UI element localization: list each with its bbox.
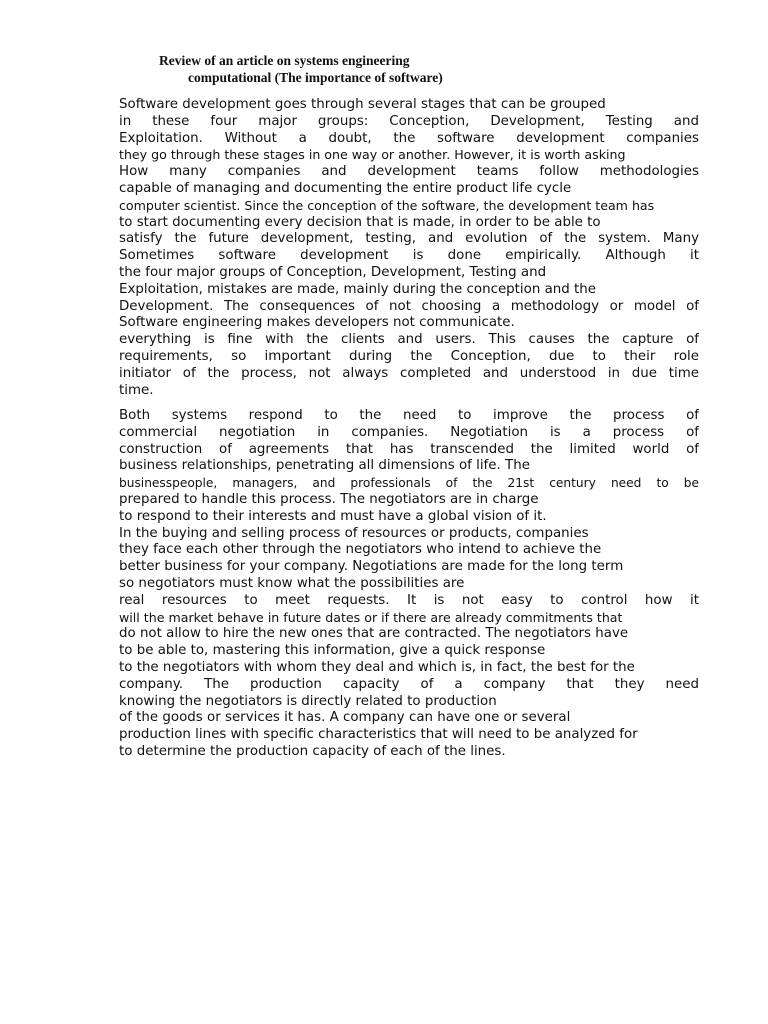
text-line: In the buying and selling process of resources or products, companies: [119, 525, 589, 541]
text-line: to determine the production capacity of each of the lines.: [119, 743, 506, 759]
text-line: Exploitation. Without a doubt, the software development companies: [119, 130, 699, 146]
text-line: capable of managing and documenting the entire product life cycle: [119, 180, 572, 196]
text-line: How many companies and development teams follow methodologies: [119, 164, 699, 180]
text-line: Software development goes through several stages that can be grouped: [119, 97, 606, 112]
text-line: business relationships, penetrating all dimensions of life. The: [119, 458, 530, 474]
text-line: satisfy the future development, testing, and evolution of the system. Many: [119, 231, 699, 247]
text-line: they face each other through the negotiators who intend to achieve the: [119, 542, 602, 558]
text-line: to be able to, mastering this information, give a quick response: [119, 643, 546, 659]
text-line: so negotiators must know what the possibilities are: [119, 575, 465, 591]
text-line: Exploitation, mistakes are made, mainly during the conception and the: [119, 281, 597, 297]
text-line: in these four major groups: Conception, Development, Testing and: [119, 113, 699, 129]
text-line: better business for your company. Negotiations are made for the long term: [119, 559, 624, 575]
text-line: company. The production capacity of a company that they need: [119, 676, 699, 692]
text-line: businesspeople, managers, and professionals of the 21st century need to be: [119, 476, 699, 491]
text-line: prepared to handle this process. The negotiators are in charge: [119, 491, 539, 507]
text-line: of the goods or services it has. A company can have one or several: [119, 710, 571, 726]
text-line: knowing the negotiators is directly related to production: [119, 693, 497, 709]
text-line: requirements, so important during the Conception, due to their role: [119, 348, 699, 364]
text-line: computer scientist. Since the conception of the software, the development team has: [119, 197, 655, 213]
text-line: the four major groups of Conception, Development, Testing and: [119, 264, 547, 280]
text-line: Sometimes software development is done empirically. Although it: [119, 248, 699, 264]
text-line: to the negotiators with whom they deal and which is, in fact, the best for the: [119, 659, 635, 675]
text-line: construction of agreements that has transcended the limited world of: [119, 441, 699, 457]
text-line: initiator of the process, not always completed and understood in due time: [119, 365, 699, 381]
text-line: to respond to their interests and must have a global vision of it.: [119, 508, 547, 524]
text-line: production lines with specific characteristics that will need to be analyzed for: [119, 727, 638, 743]
title-line-2: computational (The importance of software): [188, 70, 443, 85]
text-line: everything is fine with the clients and users. This causes the capture of: [119, 332, 699, 348]
text-line: time.: [119, 382, 154, 398]
text-line: commercial negotiation in companies. Negotiation is a process of: [119, 424, 699, 440]
text-line: real resources to meet requests. It is not easy to control how it: [119, 592, 699, 608]
text-line: to start documenting every decision that is made, in order to be able to: [119, 214, 601, 230]
text-line: Development. The consequences of not choosing a methodology or model of: [119, 298, 699, 314]
text-line: they go through these stages in one way or another. However, it is worth asking: [119, 147, 626, 163]
paragraph-software-development: [119, 97, 699, 399]
text-line: Software engineering makes developers not communicate.: [119, 315, 515, 331]
paragraph-commercial-negotiation: [119, 408, 699, 761]
text-line: do not allow to hire the new ones that are contracted. The negotiators have: [119, 626, 629, 642]
title-line-1: Review of an article on systems engineering: [159, 53, 410, 68]
text-line: Both systems respond to the need to improve the process of: [119, 408, 699, 423]
text-line: will the market behave in future dates or if there are already commitments that: [119, 609, 623, 625]
